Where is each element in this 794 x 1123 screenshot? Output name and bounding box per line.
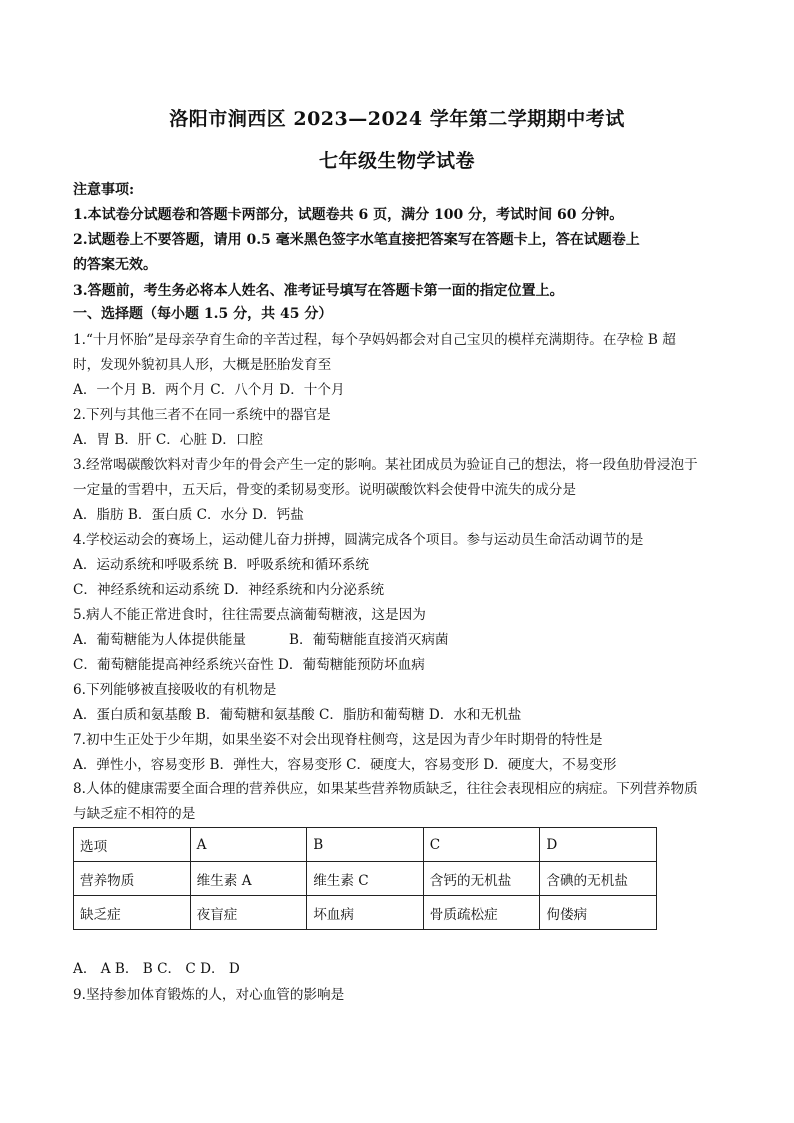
q6-stem: 6.下列能够被直接吸收的有机物是 bbox=[73, 682, 277, 698]
table-cell: 选项 bbox=[74, 828, 191, 862]
q3-stem-b: 一定量的雪碧中，五天后，骨变的柔韧易变形。说明碳酸饮料会使骨中流失的成分是 bbox=[73, 482, 576, 498]
q3-options: A．脂肪 B．蛋白质 C．水分 D．钙盐 bbox=[73, 507, 304, 523]
q8-stem-b: 与缺乏症不相符的是 bbox=[73, 806, 196, 822]
notes-item-2a: 2.试题卷上不要答题，请用 0.5 毫米黑色签字水笔直接把答案写在答题卡上，答在试题卷上 bbox=[73, 232, 640, 248]
exam-title: 洛阳市涧西区 2023—2024 学年第二学期期中考试 bbox=[169, 108, 625, 130]
table-cell: 维生素 C bbox=[307, 862, 424, 896]
notes-item-3: 3.答题前，考生务必将本人姓名、准考证号填写在答题卡第一面的指定位置上。 bbox=[73, 283, 564, 299]
table-cell: A bbox=[190, 828, 307, 862]
q2-options: A．胃 B．肝 C．心脏 D．口腔 bbox=[73, 432, 264, 448]
q4-stem: 4.学校运动会的赛场上，运动健儿奋力拼搏，圆满完成各个项目。参与运动员生命活动调节的是 bbox=[73, 532, 644, 548]
table-cell: 营养物质 bbox=[74, 862, 191, 896]
q5-option-a: A．葡萄糖能为人体提供能量 bbox=[73, 632, 246, 648]
q5-option-b: B．葡萄糖能直接消灭病菌 bbox=[289, 632, 449, 648]
q8-options: A． A B． B C． C D． D bbox=[73, 961, 240, 977]
notes-item-2b: 的答案无效。 bbox=[73, 257, 157, 273]
table-cell: 坏血病 bbox=[307, 896, 424, 930]
table-cell: 含碘的无机盐 bbox=[540, 862, 657, 896]
q4-options-b: C．神经系统和运动系统 D．神经系统和内分泌系统 bbox=[73, 582, 385, 598]
q8-table bbox=[73, 827, 657, 930]
q6-options: A．蛋白质和氨基酸 B．葡萄糖和氨基酸 C．脂肪和葡萄糖 D．水和无机盐 bbox=[73, 707, 522, 723]
table-cell: 含钙的无机盐 bbox=[423, 862, 540, 896]
section-heading: 一、选择题（每小题 1.5 分，共 45 分） bbox=[73, 306, 333, 322]
q7-options: A．弹性小，容易变形 B．弹性大，容易变形 C．硬度大，容易变形 D．硬度大，不易变形 bbox=[73, 757, 617, 773]
q1-options: A．一个月 B．两个月 C．八个月 D．十个月 bbox=[73, 382, 345, 398]
table-cell: C bbox=[423, 828, 540, 862]
q5-stem: 5.病人不能正常进食时，往往需要点滴葡萄糖液，这是因为 bbox=[73, 607, 426, 623]
q5-options-cd: C．葡萄糖能提高神经系统兴奋性 D．葡萄糖能预防坏血病 bbox=[73, 657, 425, 673]
q3-stem-a: 3.经常喝碳酸饮料对青少年的骨会产生一定的影响。某社团成员为验证自己的想法，将一段鱼肋骨浸泡于 bbox=[73, 457, 698, 473]
table-cell: 骨质疏松症 bbox=[423, 896, 540, 930]
q2-stem: 2.下列与其他三者不在同一系统中的器官是 bbox=[73, 407, 331, 423]
table-cell: 维生素 A bbox=[190, 862, 307, 896]
notes-item-1: 1.本试卷分试题卷和答题卡两部分，试题卷共 6 页，满分 100 分，考试时间 60 分钟。 bbox=[73, 207, 624, 223]
notes-heading: 注意事项: bbox=[73, 182, 135, 198]
q7-stem: 7.初中生正处于少年期，如果坐姿不对会出现脊柱侧弯，这是因为青少年时期骨的特性是 bbox=[73, 732, 603, 748]
q8-stem-a: 8.人体的健康需要全面合理的营养供应，如果某些营养物质缺乏，往往会表现相应的病症。下列营养物质 bbox=[73, 781, 698, 797]
q1-stem-b: 时，发现外貌初具人形，大概是胚胎发育至 bbox=[73, 357, 332, 373]
table-row bbox=[74, 896, 657, 930]
table-cell: 缺乏症 bbox=[74, 896, 191, 930]
q1-stem-a: 1.“十月怀胎”是母亲孕育生命的辛苦过程，每个孕妈妈都会对自己宝贝的模样充满期待。在孕检 B 超 bbox=[73, 332, 676, 348]
q4-options-a: A．运动系统和呼吸系统 B．呼吸系统和循环系统 bbox=[73, 557, 370, 573]
q5-options-ab bbox=[73, 632, 723, 649]
table-row bbox=[74, 828, 657, 862]
table-row bbox=[74, 862, 657, 896]
q9-stem: 9.坚持参加体育锻炼的人，对心血管的影响是 bbox=[73, 987, 345, 1003]
table-cell: 夜盲症 bbox=[190, 896, 307, 930]
table-cell: 佝偻病 bbox=[540, 896, 657, 930]
exam-subtitle: 七年级生物学试卷 bbox=[318, 150, 475, 172]
table-cell: D bbox=[540, 828, 657, 862]
table-cell: B bbox=[307, 828, 424, 862]
